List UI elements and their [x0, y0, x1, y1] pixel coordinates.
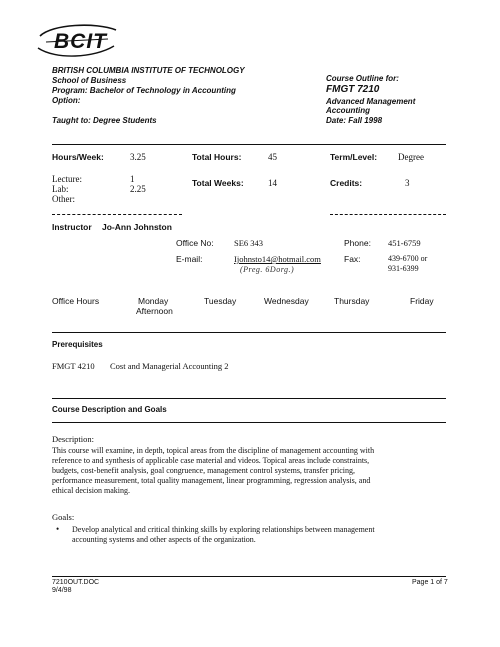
fax-value-1: 439-6700 or [388, 254, 428, 263]
course-outline-for: Course Outline for: [326, 74, 399, 83]
goals-label: Goals: [52, 512, 75, 522]
term-level-label: Term/Level: [330, 152, 378, 162]
office-value: SE6 343 [234, 238, 264, 248]
program-name: Program: Bachelor of Technology in Accounting [52, 86, 236, 95]
divider [52, 422, 446, 423]
description-line: reference to and synthesis of applicable case material and videos. Topical areas include constraints, [52, 456, 370, 465]
divider [52, 398, 446, 399]
office-label: Office No: [176, 238, 214, 248]
description-label: Description: [52, 434, 95, 444]
credits-value: 3 [405, 178, 410, 188]
bcit-logo [34, 20, 120, 60]
course-date: Date: Fall 1998 [326, 116, 383, 125]
fax-value-2: 931-6399 [388, 264, 419, 273]
logo-text: BCIT [54, 30, 107, 53]
office-hours-day: Thursday [334, 296, 370, 306]
hours-week-value: 3.25 [130, 152, 146, 162]
divider-partial [330, 214, 446, 215]
office-hours-day: Tuesday [204, 296, 237, 306]
credits-label: Credits: [330, 178, 363, 188]
handwritten-note: (Preg. 6Dorg.) [240, 265, 295, 274]
bullet: • [56, 524, 60, 534]
office-hours-detail: Afternoon [136, 306, 173, 316]
description-line: budgets, cost-benefit analysis, goal congruence, management control systems, transfer pricing, [52, 466, 356, 475]
description-line: performance measurement, total quality management, linear programming, regression analysis, and [52, 476, 371, 485]
total-hours-label: Total Hours: [192, 152, 242, 162]
instructor-label: Instructor [52, 222, 92, 232]
divider [52, 332, 446, 333]
office-hours-label: Office Hours [52, 296, 100, 306]
lecture-label: Lecture: [52, 174, 82, 184]
option-label: Option: [52, 96, 81, 105]
instructor-name: Jo-Ann Johnston [102, 222, 172, 232]
office-hours-day: Friday [410, 296, 434, 306]
course-code: FMGT 7210 [326, 84, 380, 95]
taught-to: Taught to: Degree Students [52, 116, 157, 125]
office-hours-day: Wednesday [264, 296, 309, 306]
email-label: E-mail: [176, 254, 203, 264]
school-name: School of Business [52, 76, 127, 85]
footer-divider [52, 576, 446, 577]
footer-page-number: Page 1 of 7 [412, 579, 448, 586]
divider-partial [52, 214, 182, 215]
total-weeks-label: Total Weeks: [192, 178, 244, 188]
phone-value: 451-6759 [388, 238, 421, 248]
course-title-line-1: Advanced Management [326, 97, 416, 106]
lab-value: 2.25 [130, 184, 146, 194]
institute-name: BRITISH COLUMBIA INSTITUTE OF TECHNOLOGY [52, 66, 245, 75]
lecture-value: 1 [130, 174, 135, 184]
total-weeks-value: 14 [268, 178, 277, 188]
prerequisite-name: Cost and Managerial Accounting 2 [110, 361, 229, 371]
hours-week-label: Hours/Week: [52, 152, 104, 162]
prerequisite-code: FMGT 4210 [52, 361, 95, 371]
goal-item-line: Develop analytical and critical thinking skills by exploring relationships between management [72, 525, 375, 534]
footer-date: 9/4/98 [52, 587, 72, 594]
description-line: This course will examine, in depth, topical areas from the discipline of management accounting with [52, 446, 375, 455]
phone-label: Phone: [344, 238, 371, 248]
other-label: Other: [52, 194, 75, 204]
total-hours-value: 45 [268, 152, 277, 162]
fax-label: Fax: [344, 254, 361, 264]
term-level-value: Degree [398, 152, 424, 162]
office-hours-day: Monday [138, 296, 169, 306]
email-link[interactable]: Ijohnsto14@hotmail.com [234, 254, 321, 264]
prerequisites-title: Prerequisites [52, 340, 103, 349]
divider [52, 144, 446, 145]
description-section-title: Course Description and Goals [52, 405, 167, 414]
course-title-line-2: Accounting [326, 106, 370, 115]
lab-label: Lab: [52, 184, 69, 194]
footer-file-name: 7210OUT.DOC [52, 579, 100, 586]
goal-item-line: accounting systems and other aspects of the organization. [72, 535, 256, 544]
description-line: ethical decision making. [52, 486, 130, 495]
